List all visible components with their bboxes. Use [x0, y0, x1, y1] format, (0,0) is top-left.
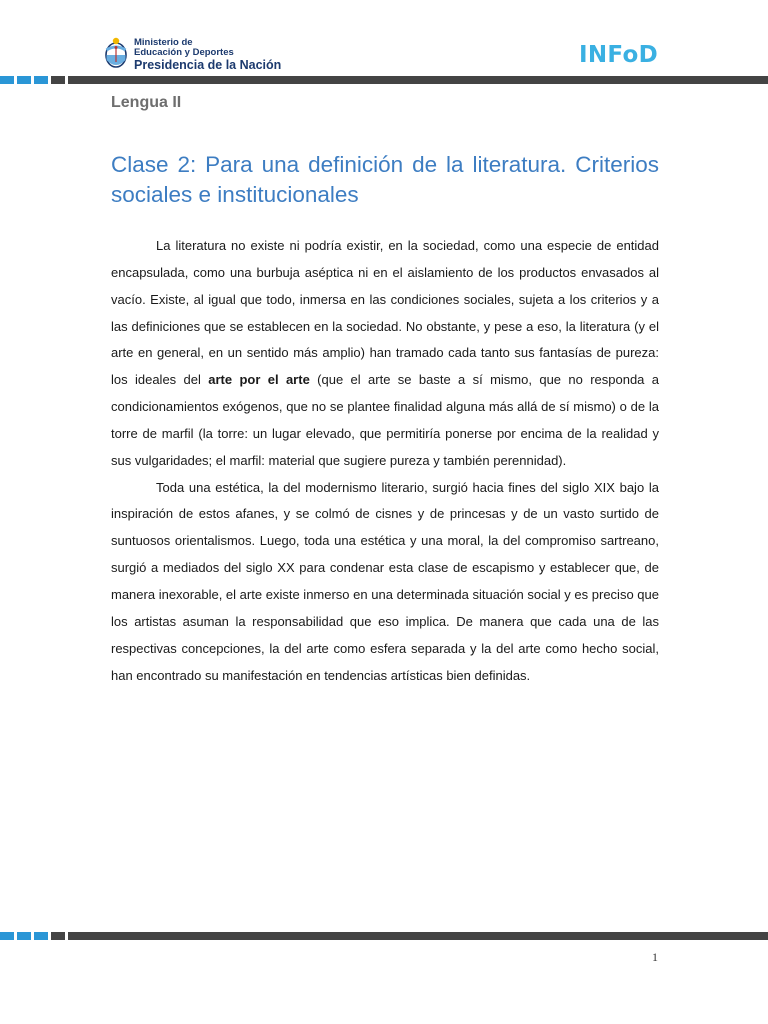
page-header [104, 30, 664, 74]
stripe-square-dark [51, 932, 65, 940]
paragraph-2: Toda una estética, la del modernismo literario, surgió hacia fines del siglo XIX bajo la inspiración de estos afanes, y se colmó de cisnes y de princesas y de un vasto surtido de suntuosos orientalismos. Luego, toda una estética y una moral, la del compromiso sartreano, surgió a mediados del siglo XX para condenar esta clase de escapismo y establecer que, de manera inexorable, el arte existe inmerso en una determinada situación social y es preciso que los artistas asuman la responsabilidad que eso implica. De manera que cada una de las respectivas concepciones, la del arte como esfera separada y la del arte como hecho social, han encontrado su manifestación en tendencias artísticas bien definidas. [111, 479, 659, 683]
stripe-square-dark [51, 76, 65, 84]
stripe-square [0, 932, 14, 940]
infod-logo: INFoD [579, 42, 658, 68]
ministry-line-3: Presidencia de la Nación [134, 58, 282, 72]
document-title: Clase 2: Para una definición de la literatura. Criterios sociales e institucionales [111, 152, 659, 207]
stripe-square [17, 76, 31, 84]
stripe-square [34, 76, 48, 84]
bold-phrase: arte por el arte [208, 372, 310, 388]
paragraph-1-text-a: La literatura no existe ni podría existir, en la sociedad, como una especie de entidad encapsulada, como una burbuja aséptica ni en el aislamiento de los productos envasados al vacío. Existe, al igual que todo, inmersa en las condiciones sociales, sujeta a los criterios y a las definiciones que se establecen en la sociedad. No obstante, y pese a eso, la literatura (y el arte en general, en un sentido más amplio) han tramado cada tanto sus fantasías de pureza: los ideales del [111, 238, 659, 388]
paragraph-1-text-b: (que el arte se baste a sí mismo, que no responda a condicionamientos exógenos, que no se plantee finalidad alguna más allá de sí mismo) o de la torre de marfil (la torre: un lugar elevado, que permitiría ponerse por encima de la realidad y sus vulgaridades; el marfil: material que sugiere pureza y también perennidad). [111, 372, 660, 468]
stripe-bar [68, 932, 768, 940]
ministry-logo-text [134, 38, 281, 73]
page-number: 1 [652, 950, 658, 964]
subject-heading: Lengua II [111, 94, 182, 111]
header-stripe [0, 76, 768, 84]
paragraph-1 [111, 233, 659, 475]
stripe-bar [68, 76, 768, 84]
stripe-square [17, 932, 31, 940]
argentina-coat-of-arms-icon [104, 36, 128, 70]
stripe-square [0, 76, 14, 84]
document-body [111, 233, 659, 689]
stripe-square [34, 932, 48, 940]
footer-stripe [0, 932, 768, 940]
ministry-line-1: Ministerio de [134, 37, 193, 48]
ministry-line-2: Educación y Deportes [134, 47, 234, 58]
